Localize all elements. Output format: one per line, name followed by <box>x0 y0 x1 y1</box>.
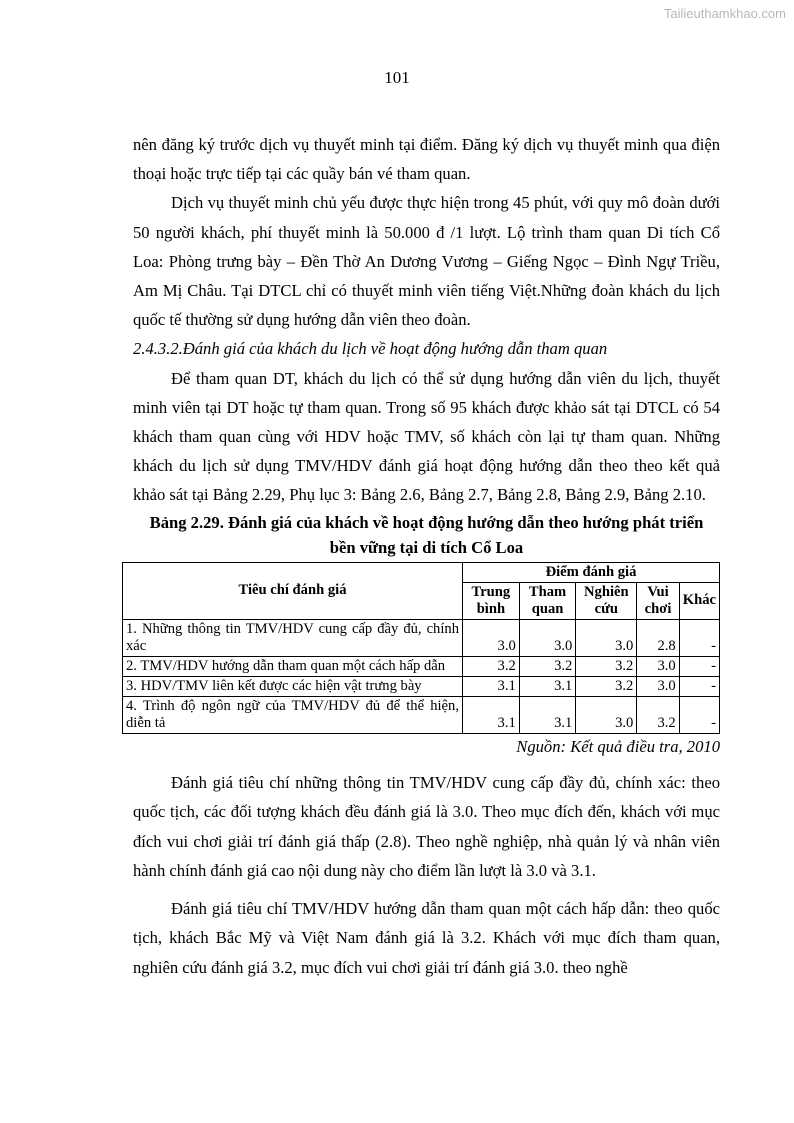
cell-value: 3.1 <box>463 676 520 696</box>
evaluation-table <box>122 562 720 734</box>
cell-value: 3.2 <box>576 656 637 676</box>
table-caption <box>133 510 720 560</box>
table-row <box>123 656 720 676</box>
paragraph-intro: Để tham quan DT, khách du lịch có thể sử dụng hướng dẫn viên du lịch, thuyết minh viên tại DT hoặc tự tham quan. Trong số 95 khách được khảo sát tại DTCL có 54 khách tham quan cùng với HDV hoặc TMV, số khách còn lại tự tham quan. Những khách du lịch sử dụng TMV/HDV đánh giá hoạt động hướng dẫn theo theo kết quả khảo sát tại Bảng 2.29, Phụ lục 3: Bảng 2.6, Bảng 2.7, Bảng 2.8, Bảng 2.9, Bảng 2.10. <box>133 368 720 505</box>
table-source: Nguồn: Kết quả điều tra, 2010 <box>516 736 720 756</box>
header-col-2: Tham quan <box>519 582 576 619</box>
table-row <box>123 676 720 696</box>
row-criteria: 3. HDV/TMV liên kết được các hiện vật trưng bày <box>123 676 463 696</box>
cell-value: 3.0 <box>637 676 679 696</box>
table-caption-line2: bền vững tại di tích Cổ Loa <box>329 537 524 557</box>
row-criteria: 2. TMV/HDV hướng dẫn tham quan một cách hấp dẫn <box>123 656 463 676</box>
row-criteria: 4. Trình độ ngôn ngữ của TMV/HDV đủ để thể hiện, diễn tả <box>123 696 463 733</box>
cell-value: 3.0 <box>519 619 576 656</box>
page-number: 101 <box>384 68 410 87</box>
cell-value: - <box>679 656 719 676</box>
cell-value: 2.8 <box>637 619 679 656</box>
header-col-1: Trung bình <box>463 582 520 619</box>
table-caption-line1: Bảng 2.29. Đánh giá của khách về hoạt động hướng dẫn theo hướng phát triển <box>149 512 704 532</box>
header-col-5: Khác <box>679 582 719 619</box>
cell-value: 3.0 <box>576 696 637 733</box>
cell-value: 3.0 <box>463 619 520 656</box>
row-criteria: 1. Những thông tin TMV/HDV cung cấp đầy đủ, chính xác <box>123 619 463 656</box>
cell-value: 3.2 <box>637 696 679 733</box>
cell-value: - <box>679 619 719 656</box>
header-col-3: Nghiên cứu <box>576 582 637 619</box>
cell-value: 3.0 <box>637 656 679 676</box>
cell-value: 3.1 <box>519 676 576 696</box>
table-row <box>123 619 720 656</box>
header-col-4: Vui chơi <box>637 582 679 619</box>
cell-value: 3.1 <box>519 696 576 733</box>
paragraph-2: Dịch vụ thuyết minh chủ yếu được thực hiện trong 45 phút, với quy mô đoàn dưới 50 người khách, phí thuyết minh là 50.000 đ /1 lượt. Lộ trình tham quan Di tích Cổ Loa: Phòng trưng bày – Đền Thờ An Dương Vương – Giếng Ngọc – Đình Ngự Triều, Am Mị Châu. Tại DTCL chỉ có thuyết minh viên tiếng Việt.Những đoàn khách du lịch quốc tế thường sử dụng hướng dẫn viên theo đoàn. <box>133 193 720 330</box>
cell-value: 3.2 <box>576 676 637 696</box>
paragraph-analysis-1: Đánh giá tiêu chí những thông tin TMV/HDV cung cấp đầy đủ, chính xác: theo quốc tịch, các đối tượng khách đều đánh giá là 3.0. Theo mục đích đến, khách với mục đích vui chơi giải trí đánh giá thấp (2.8). Theo nghề nghiệp, nhà quản lý và nhân viên hành chính đánh giá cao nội dung này cho điểm lần lượt là 3.0 và 3.1. <box>133 772 720 881</box>
page-content <box>126 130 720 982</box>
paragraph-analysis-2: Đánh giá tiêu chí TMV/HDV hướng dẫn tham quan một cách hấp dẫn: theo quốc tịch, khách Bắc Mỹ và Việt Nam đánh giá là 3.2. Khách với mục đích tham quan, nghiên cứu đánh giá 3.2, mục đích vui chơi giải trí đánh giá 3.0. theo nghề <box>133 898 720 977</box>
cell-value: 3.0 <box>576 619 637 656</box>
header-criteria: Tiêu chí đánh giá <box>123 562 463 619</box>
cell-value: 3.2 <box>519 656 576 676</box>
paragraph-1: nên đăng ký trước dịch vụ thuyết minh tại điểm. Đăng ký dịch vụ thuyết minh qua điện thoại hoặc trực tiếp tại các quầy bán vé tham quan. <box>133 135 720 184</box>
cell-value: 3.1 <box>463 696 520 733</box>
table-row <box>123 696 720 733</box>
header-score-group: Điểm đánh giá <box>463 562 720 582</box>
table-header-row <box>123 562 720 582</box>
watermark: Tailieuthamkhao.com <box>663 6 786 21</box>
cell-value: 3.2 <box>463 656 520 676</box>
cell-value: - <box>679 696 719 733</box>
section-heading: 2.4.3.2.Đánh giá của khách du lịch về hoạt động hướng dẫn tham quan <box>133 339 608 359</box>
cell-value: - <box>679 676 719 696</box>
